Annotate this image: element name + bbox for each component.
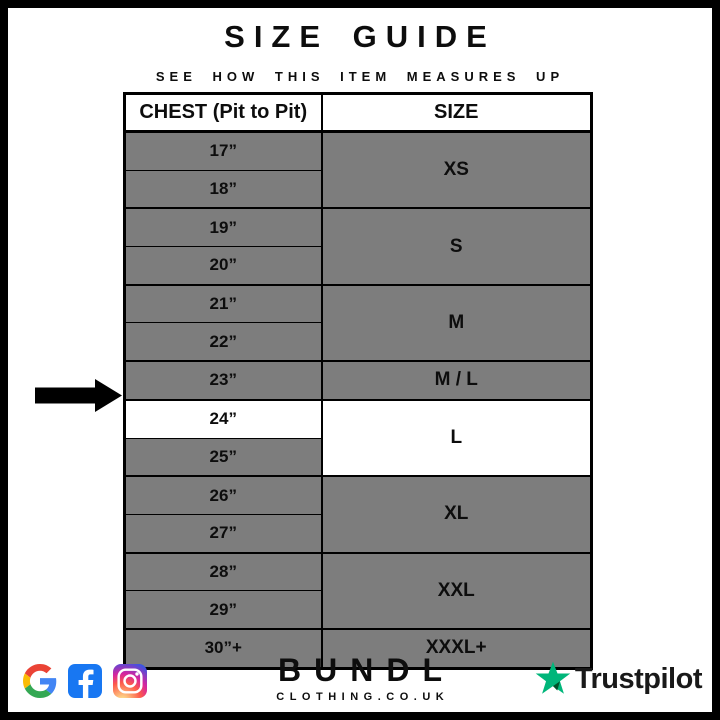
size-cell: L — [322, 400, 592, 476]
size-table — [123, 92, 593, 670]
chest-cell: 28” — [125, 553, 322, 591]
chest-cell: 24” — [125, 400, 322, 438]
chest-cell: 29” — [125, 591, 322, 629]
chest-cell: 22” — [125, 323, 322, 361]
size-column-header: SIZE — [322, 94, 592, 132]
header — [8, 8, 712, 84]
size-cell: S — [322, 208, 592, 284]
chest-cell: 20” — [125, 247, 322, 285]
size-cell: XS — [322, 132, 592, 209]
chest-cell: 19” — [125, 208, 322, 246]
chest-cell: 23” — [125, 361, 322, 400]
right-arrow-icon — [35, 378, 123, 413]
table-row — [125, 400, 592, 438]
brand-name: BUNDL — [278, 652, 455, 688]
chest-column-header: CHEST (Pit to Pit) — [125, 94, 322, 132]
size-cell: M / L — [322, 361, 592, 400]
size-table-body — [125, 132, 592, 669]
brand-domain: CLOTHING.CO.UK — [276, 691, 450, 703]
trustpilot-logo — [534, 660, 702, 698]
page-subtitle: SEE HOW THIS ITEM MEASURES UP — [155, 69, 565, 84]
size-cell: XXL — [322, 553, 592, 629]
size-cell: XXXL+ — [322, 629, 592, 668]
table-row — [125, 208, 592, 246]
chest-cell: 27” — [125, 514, 322, 552]
page-title: SIZE GUIDE — [224, 19, 496, 54]
trustpilot-wordmark: Trustpilot — [574, 662, 702, 695]
chest-cell: 30”+ — [125, 629, 322, 668]
chest-cell: 26” — [125, 476, 322, 514]
chest-cell: 25” — [125, 438, 322, 476]
table-row — [125, 361, 592, 400]
chest-cell: 17” — [125, 132, 322, 171]
size-cell: M — [322, 285, 592, 361]
table-row — [125, 476, 592, 514]
chest-cell: 18” — [125, 170, 322, 208]
trustpilot-star-icon — [534, 660, 572, 698]
table-row — [125, 132, 592, 171]
table-header-row — [125, 94, 592, 132]
chest-cell: 21” — [125, 285, 322, 323]
table-row — [125, 285, 592, 323]
table-row — [125, 553, 592, 591]
size-cell: XL — [322, 476, 592, 552]
